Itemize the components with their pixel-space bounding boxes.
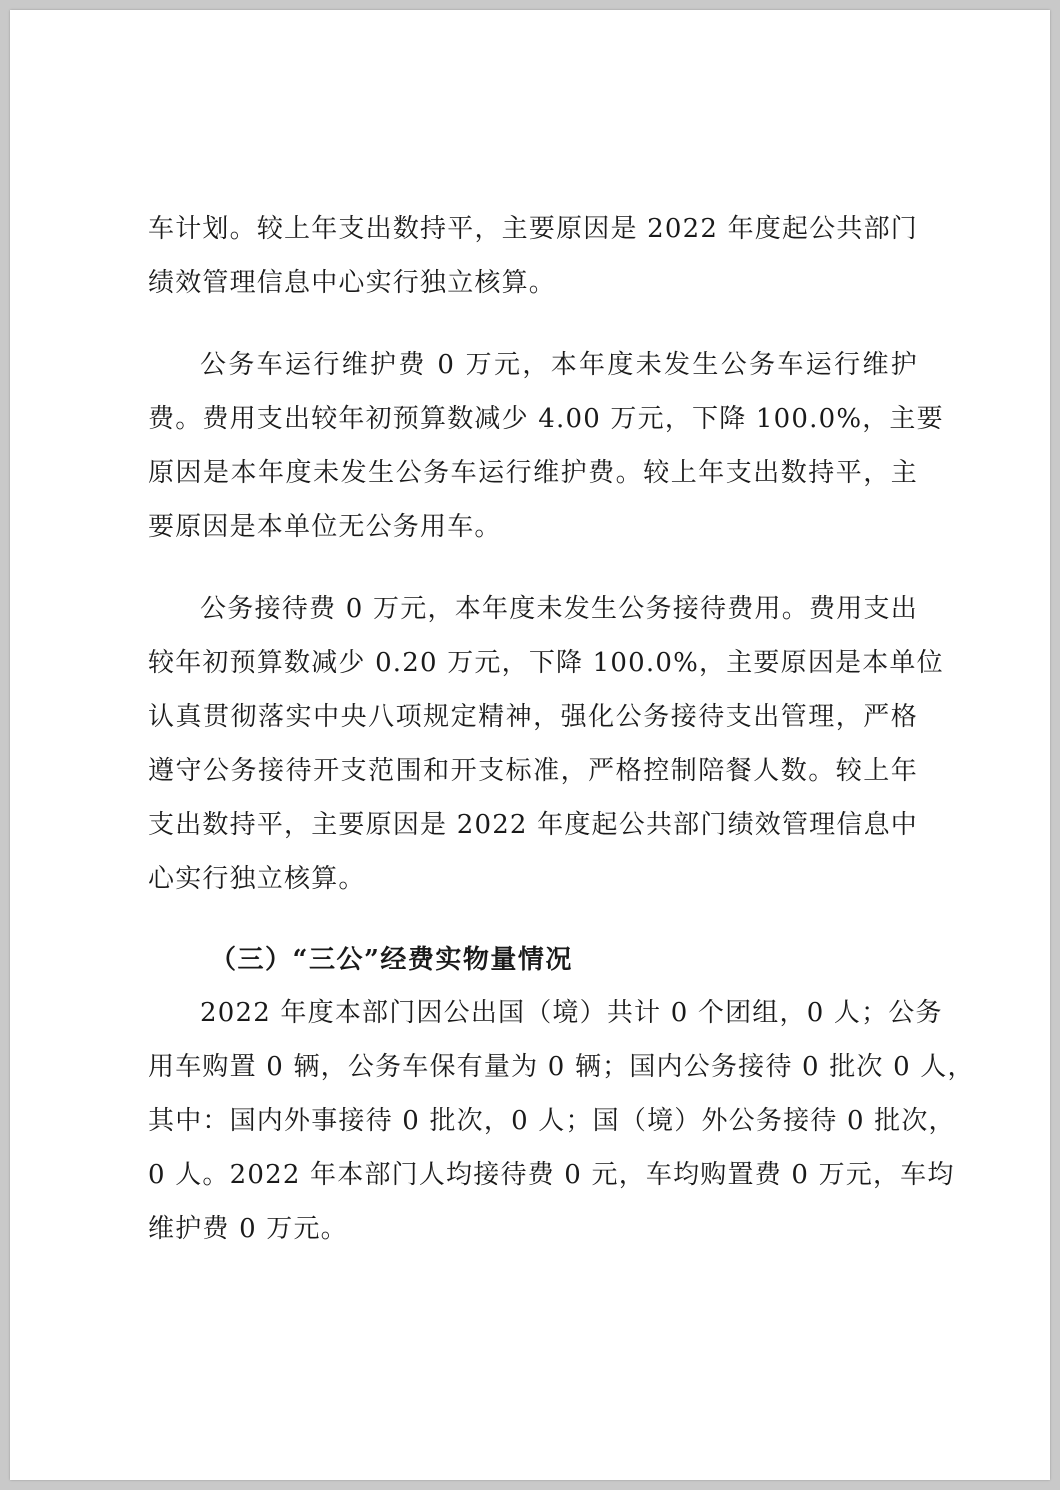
paragraph-3-line-6: 心实行独立核算。	[148, 864, 366, 894]
paragraph-3-line-1: 公务接待费 0 万元，本年度未发生公务接待费用。费用支出	[200, 594, 918, 624]
paragraph-4-line-1: 2022 年度本部门因公出国（境）共计 0 个团组，0 人；公务	[200, 998, 943, 1028]
paragraph-3-line-3: 认真贯彻落实中央八项规定精神，强化公务接待支出管理，严格	[148, 702, 918, 732]
paragraph-2-line-2: 费。费用支出较年初预算数减少 4.00 万元，下降 100.0%，主要	[148, 404, 944, 434]
paragraph-1-line-1: 车计划。较上年支出数持平，主要原因是 2022 年度起公共部门	[148, 214, 918, 244]
paragraph-4-line-3: 其中：国内外事接待 0 批次，0 人；国（境）外公务接待 0 批次，	[148, 1106, 956, 1136]
paragraph-3-line-2: 较年初预算数减少 0.20 万元，下降 100.0%，主要原因是本单位	[148, 648, 944, 678]
paragraph-4-line-5: 维护费 0 万元。	[148, 1214, 348, 1244]
paragraph-2-line-4: 要原因是本单位无公务用车。	[148, 512, 502, 542]
document-page	[10, 10, 1050, 1480]
paragraph-2-line-3: 原因是本年度未发生公务车运行维护费。较上年支出数持平，主	[148, 458, 918, 488]
paragraph-4-line-2: 用车购置 0 辆，公务车保有量为 0 辆；国内公务接待 0 批次 0 人，	[148, 1052, 975, 1082]
paragraph-3-line-4: 遵守公务接待开支范围和开支标准，严格控制陪餐人数。较上年	[148, 756, 918, 786]
paragraph-4-line-4: 0 人。2022 年本部门人均接待费 0 元，车均购置费 0 万元，车均	[148, 1160, 955, 1190]
paragraph-1-line-2: 绩效管理信息中心实行独立核算。	[148, 268, 557, 298]
paragraph-2-line-1: 公务车运行维护费 0 万元，本年度未发生公务车运行维护	[200, 350, 918, 380]
section-heading: （三）“三公”经费实物量情况	[210, 945, 573, 975]
paragraph-3-line-5: 支出数持平，主要原因是 2022 年度起公共部门绩效管理信息中	[148, 810, 918, 840]
